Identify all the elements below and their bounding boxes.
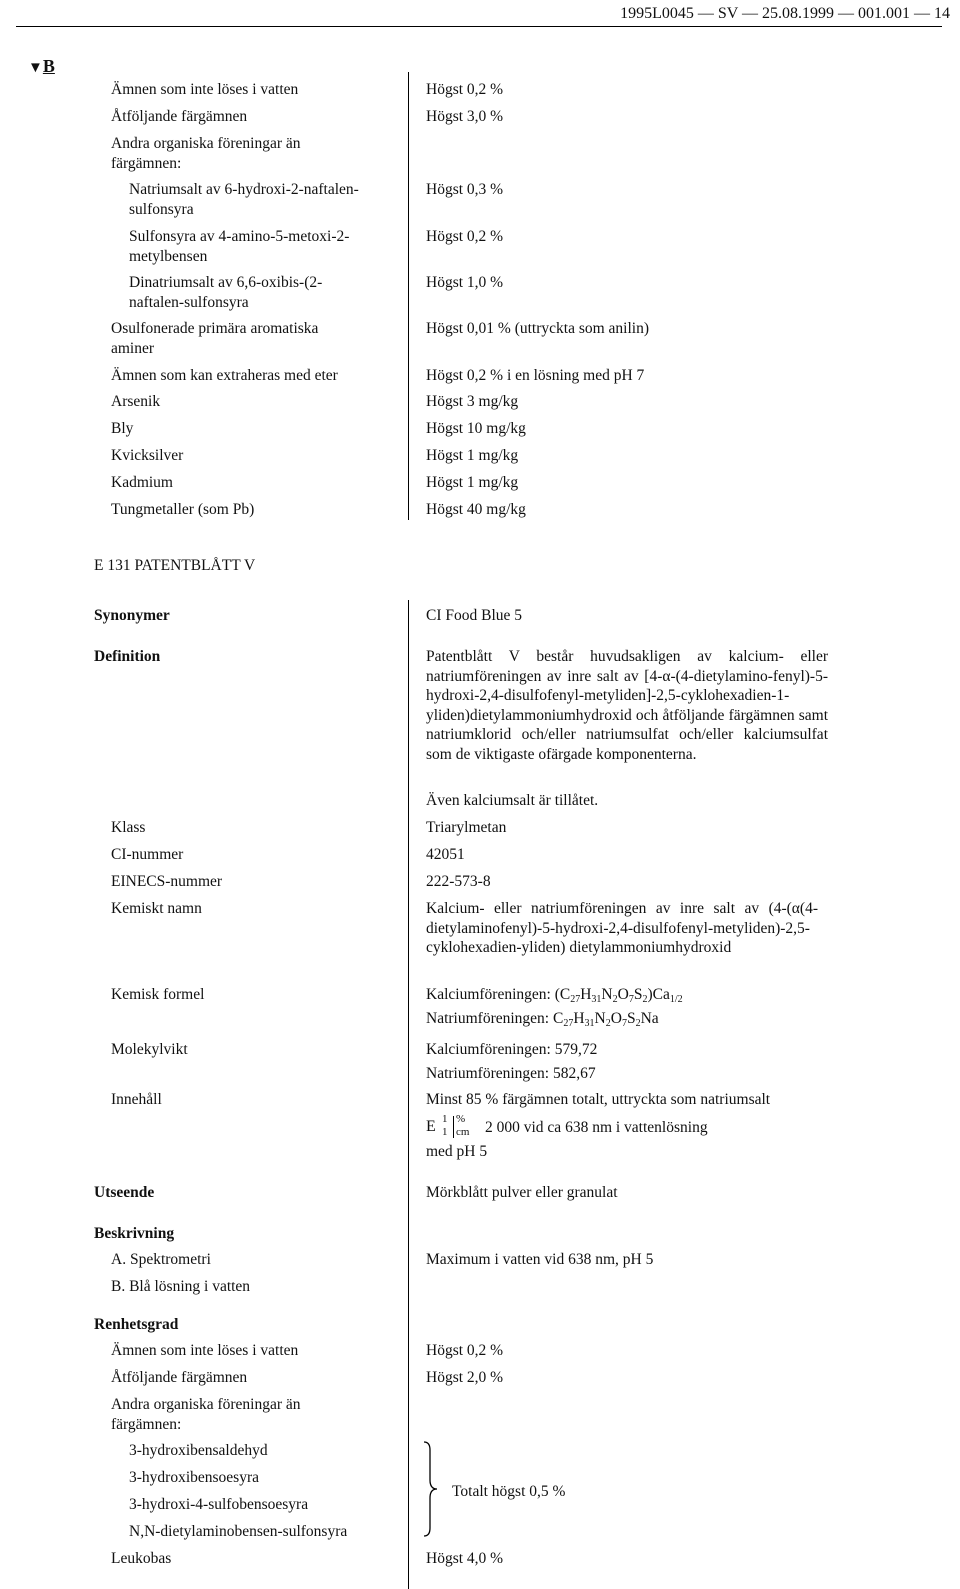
row-label: Ämnen som kan extraheras med eter — [111, 367, 338, 384]
formula-sodium: Natriumföreningen: $C_{27}H_{31}N_2O_7S_2Na$ — [426, 1010, 659, 1029]
row-label: Ämnen som inte löses i vatten — [111, 81, 299, 98]
field-value-definition: Patentblått V består huvudsakligen av kalcium- eller natriumföreningen av inre salt av [4-α-(4-dietylamino-fenyl)-5-hydroxi-2,4-disulfofenyl-metyliden]-2,5-cyklohexadien-1-yliden)dietylammoniumhydroxid och åtföljande färgämnen samt natriumklorid och/eller natriumsulfat och/eller kalciumsulfat som de viktigaste ofärgade komponenterna. — [426, 648, 828, 763]
row-label: Arsenik — [111, 393, 161, 410]
row-value: Högst 40 mg/kg — [426, 501, 526, 518]
row-value: Högst 1 mg/kg — [426, 447, 519, 464]
field-value-innehall-3: med pH 5 — [426, 1143, 488, 1160]
curly-brace-icon — [420, 1440, 442, 1538]
amendment-marker — [28, 56, 55, 77]
row-label: Åtföljande färgämnen — [111, 108, 248, 125]
row-value: Högst 0,2 % — [426, 228, 504, 245]
row-label: sulfonsyra — [129, 201, 194, 218]
field-value-kemiskt-namn: Kalcium- eller natriumföreningen av inre salt av (4-(α(4-dietylaminofenyl)-5-hydroxi-2,4-disulfofenyl-metyliden)-2,5-cyklohexadien-yliden) dietylammoniumhydroxid — [426, 900, 818, 957]
field-label-innehall: Innehåll — [111, 1091, 162, 1108]
section-title: E 131 PATENTBLÅTT V — [94, 557, 256, 574]
field-label-kemisk-formel: Kemisk formel — [111, 986, 205, 1003]
field-value-synonymer: CI Food Blue 5 — [426, 607, 523, 624]
row-label: Kvicksilver — [111, 447, 184, 464]
field-value-spektrometri: Maximum i vatten vid 638 nm, pH 5 — [426, 1251, 654, 1268]
field-value-klass: Triarylmetan — [426, 819, 507, 836]
field-label-utseende: Utseende — [94, 1184, 155, 1201]
row-label: Bly — [111, 420, 134, 437]
header-rule — [16, 26, 942, 27]
list-item: 3-hydroxi-4-sulfobensoesyra — [129, 1496, 309, 1513]
row-label: aminer — [111, 340, 155, 357]
row-value: Högst 1 mg/kg — [426, 474, 519, 491]
row-label: Kadmium — [111, 474, 173, 491]
column-divider-top — [408, 72, 409, 520]
row-label: metylbensen — [129, 248, 208, 265]
row-label: Ämnen som inte löses i vatten — [111, 1342, 299, 1359]
field-value-utseende: Mörkblått pulver eller granulat — [426, 1184, 618, 1201]
list-item: 3-hydroxibensoesyra — [129, 1469, 259, 1486]
field-label-kemiskt-namn: Kemiskt namn — [111, 900, 202, 917]
row-value: Högst 0,2 % — [426, 1342, 504, 1359]
sub-items-total: Totalt högst 0,5 % — [452, 1483, 566, 1500]
row-value: Högst 1,0 % — [426, 274, 504, 291]
formula-calcium: Kalciumföreningen: $(C_{27}H_{31}N_2O_7S_2)Ca_{1/2}$ — [426, 986, 683, 1005]
field-value-innehall-2: 2 000 vid ca 638 nm i vattenlösning — [485, 1119, 708, 1136]
row-label: Åtföljande färgämnen — [111, 1369, 248, 1386]
field-label-synonymer: Synonymer — [94, 607, 170, 624]
field-label-ci: CI-nummer — [111, 846, 184, 863]
definition-note: Även kalciumsalt är tillåtet. — [426, 792, 599, 809]
column-divider-e131 — [408, 600, 409, 1589]
row-label: Andra organiska föreningar än — [111, 135, 301, 152]
row-label: Dinatriumsalt av 6,6-oxibis-(2- — [129, 274, 323, 291]
field-value-ci: 42051 — [426, 846, 465, 863]
field-label-klass: Klass — [111, 819, 146, 836]
row-value: Högst 0,2 % — [426, 81, 504, 98]
row-value: Högst 3 mg/kg — [426, 393, 519, 410]
field-label-molekylvikt: Molekylvikt — [111, 1041, 188, 1058]
field-value-molvikt-na: Natriumföreningen: 582,67 — [426, 1065, 596, 1082]
row-value: Högst 0,3 % — [426, 181, 504, 198]
field-value-einecs: 222-573-8 — [426, 873, 491, 890]
row-label: Leukobas — [111, 1550, 172, 1567]
row-label: naftalen-sulfonsyra — [129, 294, 249, 311]
row-value: Högst 3,0 % — [426, 108, 504, 125]
row-value: Högst 4,0 % — [426, 1550, 504, 1567]
field-label-beskrivning: Beskrivning — [94, 1225, 175, 1242]
marker-letter: B — [42, 56, 55, 76]
row-label: Osulfonerade primära aromatiska — [111, 320, 319, 337]
row-value: Högst 0,2 % i en lösning med pH 7 — [426, 367, 645, 384]
row-label: Sulfonsyra av 4-amino-5-metoxi-2- — [129, 228, 350, 245]
row-value: Högst 0,01 % (uttryckta som anilin) — [426, 320, 649, 337]
row-label: färgämnen: — [111, 1416, 182, 1433]
extinction-symbol: E 1 1 % cm — [426, 1113, 470, 1138]
list-item: N,N-dietylaminobensen-sulfonsyra — [129, 1523, 348, 1540]
field-label-spektrometri: A. Spektrometri — [111, 1251, 211, 1268]
triangle-down-icon: ▼ — [28, 60, 43, 76]
field-label-renhetsgrad: Renhetsgrad — [94, 1316, 179, 1333]
field-label-definition: Definition — [94, 648, 161, 665]
field-value-innehall-1: Minst 85 % färgämnen totalt, uttryckta som natriumsalt — [426, 1091, 771, 1108]
page-header-reference: 1995L0045 — SV — 25.08.1999 — 001.001 — 14 — [620, 5, 950, 22]
field-label-bla-losning: B. Blå lösning i vatten — [111, 1278, 251, 1295]
field-label-einecs: EINECS-nummer — [111, 873, 223, 890]
row-value: Högst 10 mg/kg — [426, 420, 526, 437]
row-label: färgämnen: — [111, 155, 182, 172]
row-label: Andra organiska föreningar än — [111, 1396, 301, 1413]
field-value-molvikt-ca: Kalciumföreningen: 579,72 — [426, 1041, 598, 1058]
row-label: Tungmetaller (som Pb) — [111, 501, 255, 518]
row-value: Högst 2,0 % — [426, 1369, 504, 1386]
row-label: Natriumsalt av 6-hydroxi-2-naftalen- — [129, 181, 359, 198]
list-item: 3-hydroxibensaldehyd — [129, 1442, 268, 1459]
